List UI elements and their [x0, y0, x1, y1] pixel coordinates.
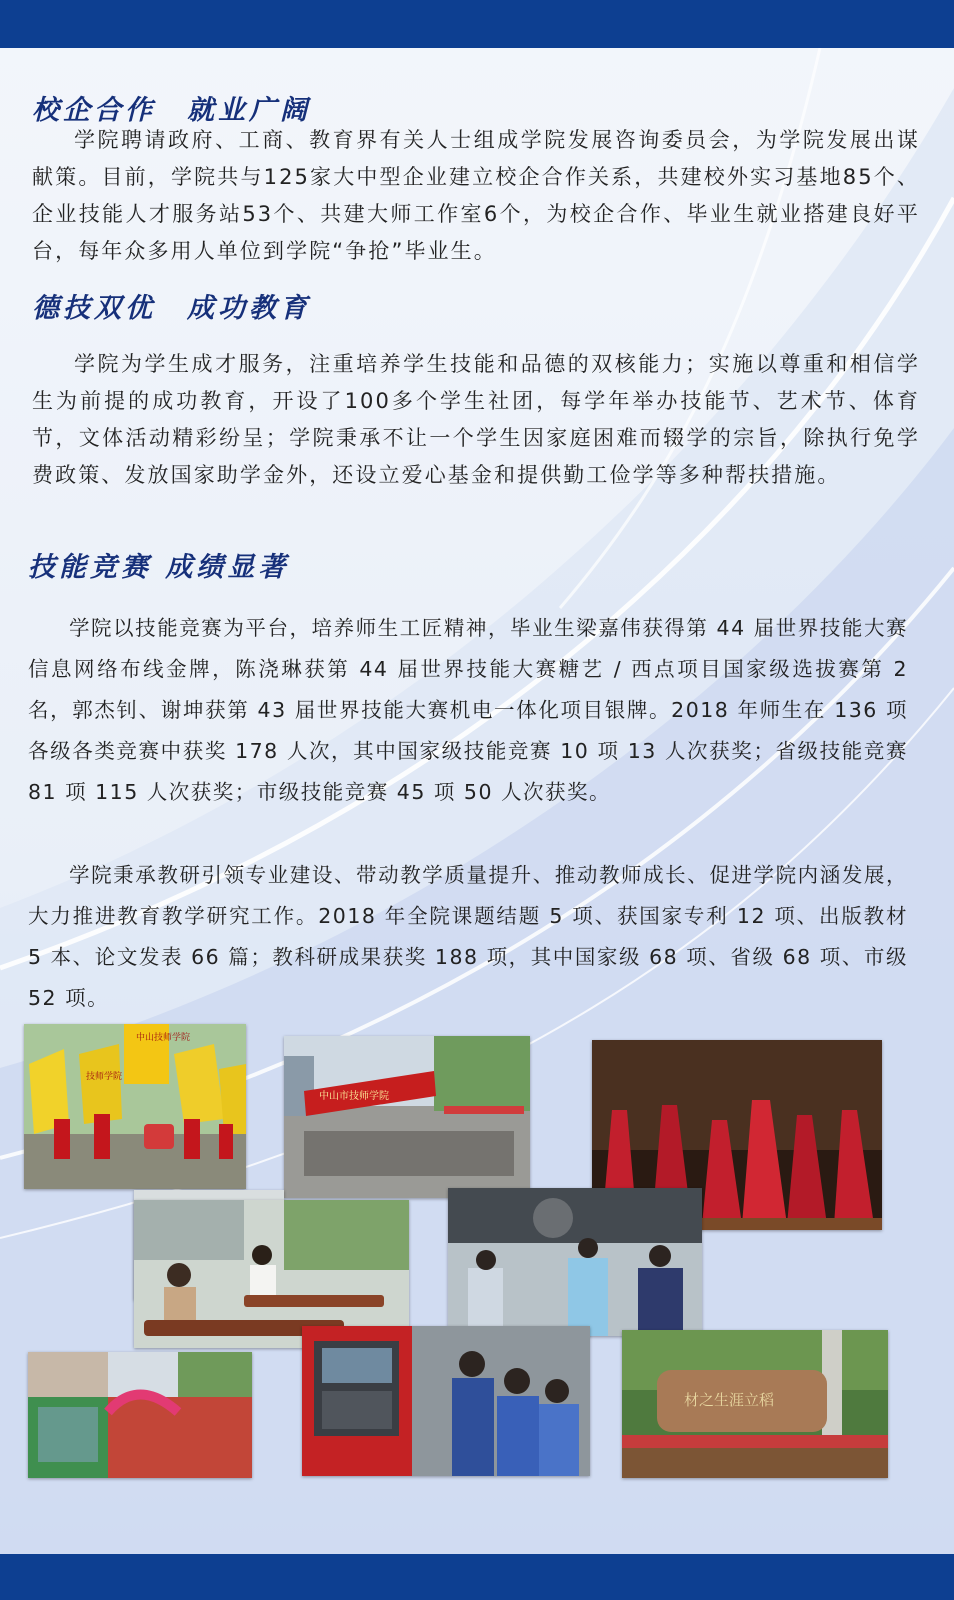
paragraph-cooperation: 学院聘请政府、工商、教育界有关人士组成学院发展咨询委员会，为学院发展出谋献策。目前，学院共与125家大中型企业建立校企合作关系，共建校外实习基地85个、企业技能人才服务站53个、共建大师工作室6个，为校企合作、毕业生就业搭建良好平台，每年众多用人单位到学院“争抢”毕业生。: [32, 128, 920, 263]
paragraph-research: 学院秉承教研引领专业建设、带动教学质量提升、推动教师成长、促进学院内涵发展，大力推进教育教学研究工作。2018 年全院课题结题 5 项、获国家专利 12 项、出版教材 5 本、论文发表 66 篇；教科研成果获奖 188 项，其中国家级 68 项、省级 68 项、市级 52 项。: [28, 863, 908, 1010]
flag-text-2: 技师学院: [86, 1072, 123, 1082]
bottom-banner-bar: [0, 1554, 954, 1600]
section-heading-education: 德技双优 成功教育: [32, 293, 311, 324]
section-heading-cooperation: 校企合作 就业广阔: [32, 95, 311, 126]
photo-cnc-training: [302, 1326, 590, 1476]
photo-stone-inscription: [622, 1330, 888, 1478]
banner-text: 中山市技师学院: [319, 1091, 389, 1102]
paragraph-education: 学院为学生成才服务，注重培养学生技能和品德的双核能力；实施以尊重和相信学生为前提的成功教育，开设了100多个学生社团，每学年举办技能节、艺术节、体育节，文体活动精彩纷呈；学院秉承不让一个学生因家庭困难而辍学的宗旨，除执行免学费政策、发放国家助学金外，还设立爱心基金和提供勤工俭学等多种帮扶措施。: [32, 352, 920, 487]
stone-text: 材之生涯立稻: [684, 1391, 775, 1409]
section-heading-competition: 技能竞赛 成绩显著: [28, 552, 290, 583]
photo-parade: [284, 1036, 530, 1198]
photo-auto-training: [448, 1188, 702, 1336]
paragraph-competition: 学院以技能竞赛为平台，培养师生工匠精神，毕业生梁嘉伟获得第 44 届世界技能大赛信息网络布线金牌，陈浇琳获第 44 届世界技能大赛糖艺 / 西点项目国家级选拔赛第 2 名，郭杰钊、谢坤获第 43 届世界技能大赛机电一体化项目银牌。2018 年师生在 136 项各级各类竞赛中获奖 178 人次，其中国家级技能竞赛 10 项 13 人次获奖；省级技能竞赛 81 项 115 人次获奖；市级技能竞赛 45 项 50 人次获奖。: [28, 616, 908, 804]
photo-lion-dance: [24, 1024, 246, 1189]
photo-sports-meet: [28, 1352, 252, 1478]
flag-text-1: 中山技师学院: [136, 1033, 191, 1043]
